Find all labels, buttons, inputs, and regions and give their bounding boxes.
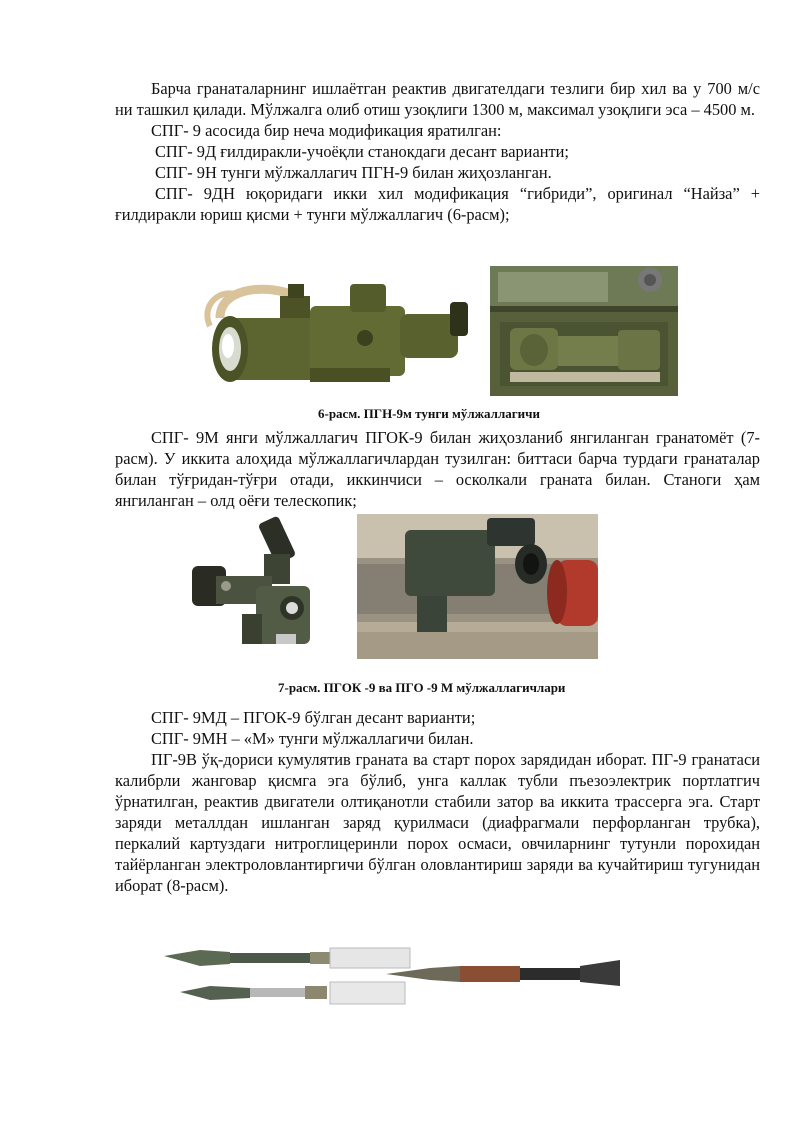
pg9v-paragraph-block [115, 707, 760, 896]
paragraph-spg9n: СПГ- 9Н тунги мўлжаллагич ПГН-9 билан жиҳозланган. [155, 163, 552, 182]
paragraph-velocity: Барча гранаталарнинг ишлаётган реактив двигателдаги тезлиги бир хил ва у 700 м/с ни ташкил қилади. Мўлжалга олиб отиш узоқлиги 1300 м, максимал узоқлиги эса – 4500 м. [115, 79, 760, 119]
figure6-left-image [200, 266, 472, 394]
paragraph-spg9m: СПГ- 9М янги мўлжаллагич ПГОК-9 билан жиҳозланиб янгиланган гранатомёт (7-расм). У иккита алоҳида мўлжаллагичлардан тузилган: биттаси барча турдаги гранаталар билан тўғридан-тўғри отади, иккинчиси – осколкали граната билан. Станоги ҳам янгиланган – олд оёғи телескопик; [115, 428, 760, 510]
figure6-right-image [490, 266, 678, 396]
sight-mounted-on-launcher-photo-icon [357, 514, 598, 659]
figure7-left-image [186, 514, 326, 654]
paragraph-pg9v: ПГ-9В ўқ-дориси кумулятив граната ва старт порох зарядидан иборат. ПГ-9 гранатаси калибрли жанговар қисмга эга бўлиб, унга каллак тубли пъезоэлектрик портлатгич ўрнатилган, реактив двигатели олтиқанотли стабили затор ва иккита трассерга эга. Старт заряди металлдан ишланган заряд қурилмаси (диафрагмали перфорланган трубка), перкалий картуздаги нитроглицеринли порох осмаси, овчиларнинг тутунли порохидан тайёрланган электроловлантиргичи бўлган оловлантириш заряди ва кучайтириш тугунидан иборат (8-расм). [115, 750, 760, 895]
paragraph-spg9dn: СПГ- 9ДН юқоридаги икки хил модификация “гибриди”, оригинал “Найза” + ғилдиракли юриш қисми + тунги мўлжаллагич (6-расм); [115, 184, 760, 224]
optical-sight-photo-icon [186, 514, 326, 654]
night-sight-in-case-photo-icon [490, 266, 678, 396]
paragraph-spg9d: СПГ- 9Д ғилдиракли-учоёқли станокдаги десант варианти; [155, 142, 569, 161]
night-sight-device-photo-icon [200, 266, 472, 394]
spg9m-paragraph-block [115, 427, 760, 511]
intro-paragraphs [115, 78, 760, 225]
figure7-right-image [357, 514, 598, 659]
figure6-caption: 6-расм. ПГН-9м тунги мўлжаллагичи [318, 406, 540, 421]
figure7-caption: 7-расм. ПГОК -9 ва ПГО -9 М мўлжаллагичлари [278, 680, 566, 695]
grenade-rounds-photo-icon [160, 942, 625, 1012]
paragraph-spg9md: СПГ- 9МД – ПГОК-9 бўлган десант варианти; [151, 708, 476, 727]
paragraph-spg9mn: СПГ- 9МН – «М» тунги мўлжаллагичи билан. [151, 729, 474, 748]
paragraph-modifications-intro: СПГ- 9 асосида бир неча модификация яратилган: [151, 121, 502, 140]
figure8-image [160, 942, 625, 1012]
